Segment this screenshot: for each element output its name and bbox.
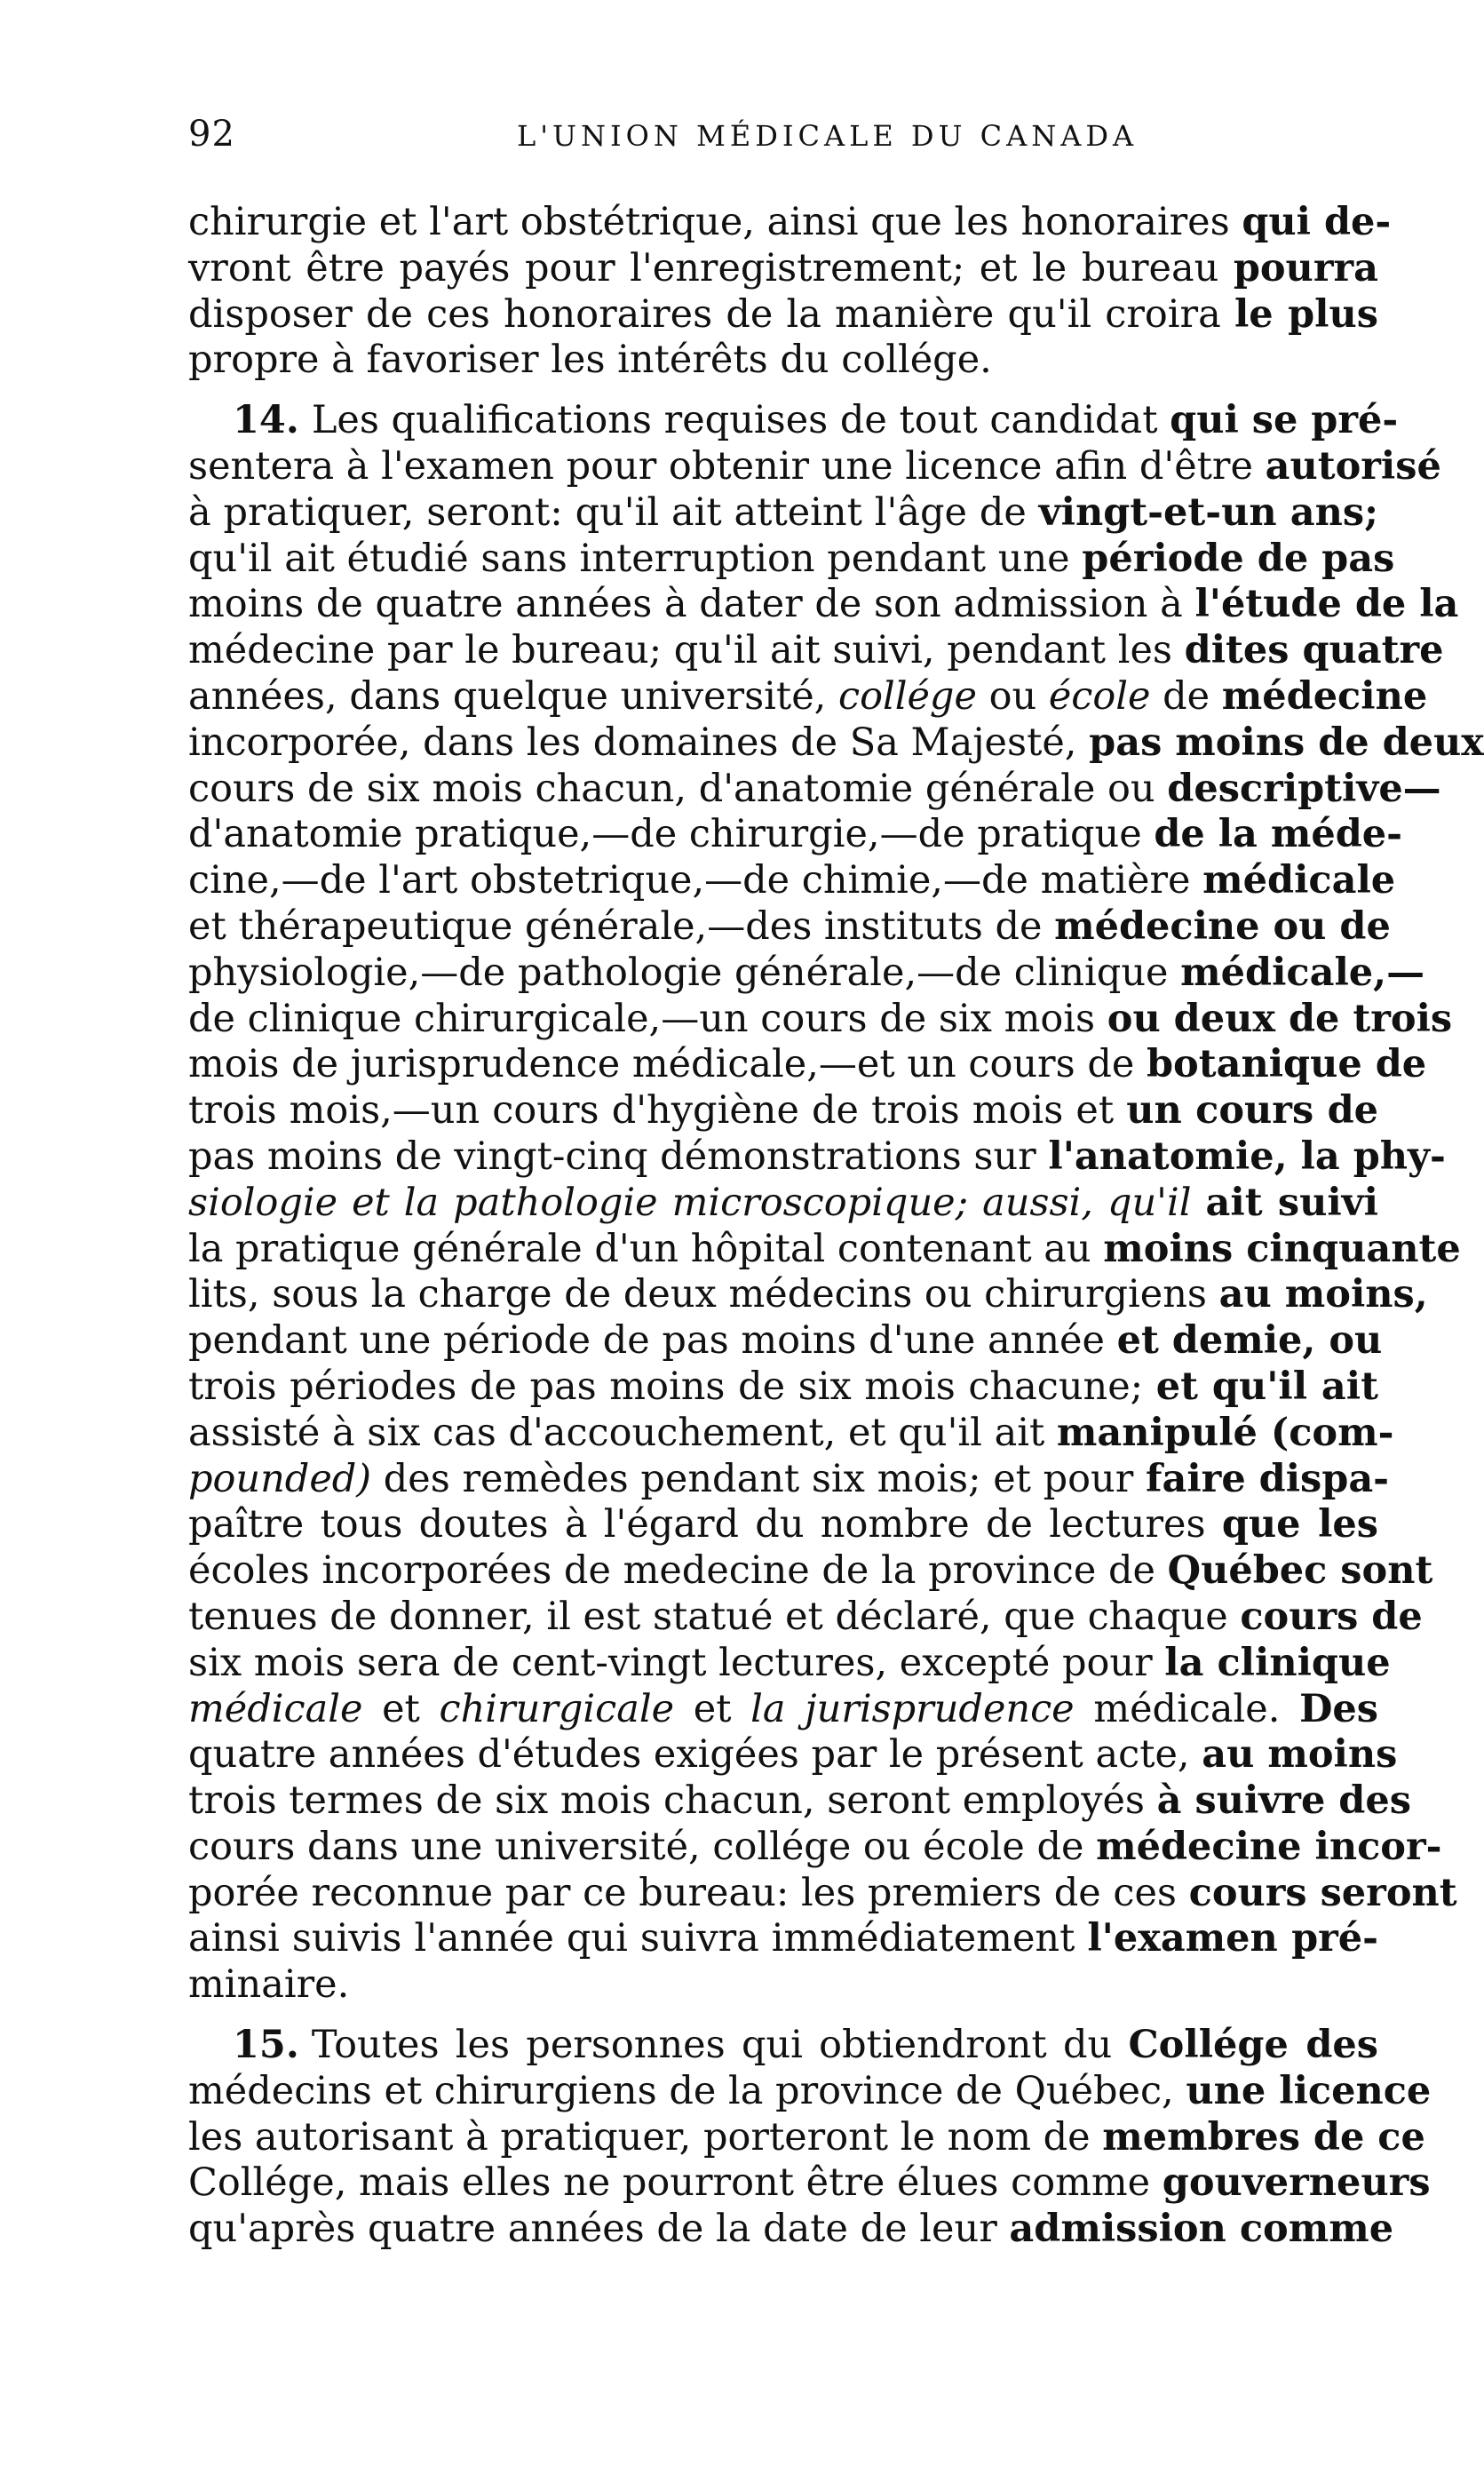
text-line <box>188 2023 1378 2069</box>
text-segment: vront être payés pour l'enregistrement; et le bureau <box>188 245 1234 290</box>
text-segment: ainsi suivis l'année qui suivra immédiatement <box>188 1916 1088 1961</box>
text-line <box>188 246 1378 292</box>
text-segment: écoles incorporées de medecine de la province de <box>188 1548 1168 1594</box>
text-segment: école <box>1048 673 1151 719</box>
text-segment: faire dispa- <box>1145 1456 1390 1501</box>
text-segment: vingt-et-un ans; <box>1038 489 1378 535</box>
text-segment: médecins et chirurgiens de la province de Québec, <box>188 2068 1186 2113</box>
text-line <box>188 398 1399 444</box>
text-segment: années, dans quelque université, <box>188 673 838 719</box>
text-segment: Québec sont <box>1167 1548 1433 1594</box>
text-segment: admission comme <box>1009 2207 1394 2252</box>
text-segment: et <box>362 1686 440 1731</box>
text-segment: ait suivi <box>1205 1180 1378 1225</box>
text-segment: une licence <box>1186 2068 1432 2113</box>
text-segment: porée reconnue par ce bureau: les premiers de ces <box>188 1870 1189 1915</box>
text-segment: médecine incor- <box>1096 1824 1442 1869</box>
text-segment: le plus <box>1234 291 1378 337</box>
text-segment: propre à favoriser les intérêts du collége. <box>188 338 992 383</box>
text-segment: l'étude de la <box>1194 582 1459 627</box>
text-segment: six mois sera de cent-vingt lectures, excepté pour <box>188 1640 1165 1685</box>
text-segment: de clinique chirurgicale,—un cours de six mois <box>188 996 1107 1041</box>
text-segment: qui de- <box>1242 200 1392 244</box>
text-segment: Collége, mais elles ne pourront être élues comme <box>188 2160 1163 2206</box>
text-segment: cours de six mois chacun, d'anatomie générale ou <box>188 766 1168 811</box>
section-number: 14. <box>233 398 299 443</box>
text-line <box>188 673 1428 720</box>
text-segment: médicale,— <box>1180 950 1425 995</box>
running-head <box>188 114 1378 167</box>
text-segment: tenues de donner, il est statué et déclaré, que chaque <box>188 1594 1241 1639</box>
text-segment: lits, sous la charge de deux médecins ou chirurgiens <box>188 1272 1219 1317</box>
text-line <box>188 950 1425 997</box>
text-line <box>188 720 1484 767</box>
text-segment: la clinique <box>1164 1640 1391 1685</box>
text-line <box>188 200 1392 246</box>
text-segment: de <box>1150 673 1222 719</box>
text-line <box>188 766 1441 813</box>
text-line <box>188 1687 1378 1733</box>
text-segment: médicale <box>1202 858 1396 903</box>
text-segment: minaire. <box>188 1962 350 2008</box>
text-segment: pas moins de vingt-cinq démonstrations sur <box>188 1134 1049 1179</box>
text-segment: et <box>674 1686 751 1731</box>
text-line <box>188 2068 1432 2115</box>
text-segment: et demie, ou <box>1116 1318 1383 1364</box>
text-line <box>188 1502 1378 1548</box>
text-segment: dites quatre <box>1184 628 1444 673</box>
text-segment: pounded) <box>188 1456 372 1501</box>
text-segment: Collége des <box>1128 2023 1378 2068</box>
text-line <box>188 1916 1378 1962</box>
text-segment: pourra <box>1233 245 1378 290</box>
text-segment: cours dans une université, collége ou école de <box>188 1824 1097 1869</box>
text-line <box>188 2114 1425 2161</box>
text-segment: l'anatomie, la phy- <box>1048 1134 1446 1179</box>
text-segment: ou deux de trois <box>1107 996 1453 1041</box>
text-segment: les autorisant à pratiquer, porteront le nom de <box>188 2114 1103 2160</box>
text-line <box>188 443 1441 490</box>
text-segment: la jurisprudence <box>750 1686 1075 1731</box>
text-segment: Les qualifications requises de tout candidat <box>311 398 1171 443</box>
text-segment: médecine ou de <box>1054 903 1391 949</box>
text-segment: descriptive— <box>1167 766 1441 811</box>
text-segment: médecine par le bureau; qu'il ait suivi, pendant les <box>188 628 1185 673</box>
text-segment: pas moins de deux <box>1089 720 1484 765</box>
text-line <box>188 1272 1428 1318</box>
text-line <box>188 1410 1394 1457</box>
text-segment: des remèdes pendant six mois; et pour <box>371 1456 1146 1501</box>
text-line <box>188 996 1453 1043</box>
section-number: 15. <box>233 2023 299 2068</box>
text-segment: au moins, <box>1218 1272 1428 1317</box>
text-segment: chirurgie et l'art obstétrique, ainsi que les honoraires <box>188 200 1242 244</box>
text-segment: de la méde- <box>1154 812 1403 857</box>
text-line <box>188 1226 1461 1273</box>
text-segment: trois termes de six mois chacun, seront employés <box>188 1778 1157 1824</box>
text-line <box>188 292 1378 338</box>
text-line <box>188 1318 1383 1364</box>
text-segment: chirurgicale <box>439 1686 675 1731</box>
text-segment: l'examen pré- <box>1087 1916 1378 1961</box>
text-segment: d'anatomie pratique,—de chirurgie,—de pratique <box>188 812 1155 857</box>
text-line <box>188 1594 1423 1641</box>
text-line <box>188 1778 1411 1825</box>
text-segment: au moins <box>1202 1732 1398 1778</box>
text-line <box>188 1732 1398 1778</box>
page-number: 92 <box>188 114 235 155</box>
text-segment: physiologie,—de pathologie générale,—de clinique <box>188 950 1181 995</box>
text-segment: disposer de ces honoraires de la manière qu'il croira <box>188 291 1234 337</box>
text-line <box>188 1364 1378 1411</box>
text-segment: manipulé (com- <box>1056 1410 1394 1455</box>
text-segment: gouverneurs <box>1162 2160 1431 2206</box>
text-line <box>188 1870 1457 1917</box>
text-line <box>188 1548 1433 1595</box>
text-segment: moins de quatre années à dater de son admission à <box>188 582 1195 627</box>
journal-title: L'UNION MÉDICALE DU CANADA <box>517 119 1139 153</box>
text-segment: que les <box>1221 1502 1378 1547</box>
text-segment: à suivre des <box>1156 1778 1411 1824</box>
text-line <box>188 1962 1378 2009</box>
text-line <box>188 858 1396 904</box>
text-segment: cours seront <box>1188 1870 1457 1915</box>
text-segment: sentera à l'examen pour obtenir une licence afin d'être <box>188 443 1266 489</box>
text-segment: mois de jurisprudence médicale,—et un cours de <box>188 1042 1147 1087</box>
text-segment: quatre années d'études exigées par le présent acte, <box>188 1732 1202 1778</box>
text-line <box>188 338 1378 384</box>
text-segment: trois périodes de pas moins de six mois chacune; <box>188 1364 1156 1409</box>
text-segment: période de pas <box>1082 536 1395 581</box>
text-segment: autorisé <box>1265 443 1441 489</box>
text-segment: médecine <box>1221 673 1428 719</box>
text-line <box>188 1088 1378 1134</box>
text-line <box>188 1181 1378 1227</box>
text-segment: Des <box>1299 1686 1378 1731</box>
text-segment: Toutes les personnes qui obtiendront du <box>311 2023 1129 2068</box>
body-text <box>188 200 1484 2253</box>
text-line <box>188 1824 1442 1871</box>
text-segment: siologie et la pathologie microscopique; aussi, qu'il <box>188 1180 1206 1225</box>
text-segment: médicale <box>188 1686 363 1731</box>
text-segment: assisté à six cas d'accouchement, et qu'il ait <box>188 1410 1057 1455</box>
text-line <box>188 2207 1394 2253</box>
text-segment: qu'après quatre années de la date de leur <box>188 2207 1010 2252</box>
text-line <box>188 1456 1390 1503</box>
text-segment: qu'il ait étudié sans interruption pendant une <box>188 536 1083 581</box>
text-line <box>188 903 1391 951</box>
text-segment: à pratiquer, seront: qu'il ait atteint l'âge de <box>188 489 1039 535</box>
text-line <box>188 1134 1446 1181</box>
text-segment: moins cinquante <box>1103 1226 1461 1271</box>
text-line <box>188 582 1459 628</box>
text-segment: un cours de <box>1126 1088 1378 1134</box>
text-segment: la pratique générale d'un hôpital contenant au <box>188 1226 1104 1271</box>
text-segment: qui se pré- <box>1170 398 1399 443</box>
text-segment: cine,—de l'art obstetrique,—de chimie,—de matière <box>188 858 1203 903</box>
text-line <box>188 2160 1431 2207</box>
text-line <box>188 490 1378 537</box>
text-segment: collége <box>838 673 977 719</box>
text-segment: cours de <box>1240 1594 1423 1639</box>
text-segment: incorporée, dans les domaines de Sa Majesté, <box>188 720 1090 765</box>
text-segment: et thérapeutique générale,—des instituts de <box>188 903 1055 949</box>
text-line <box>188 1042 1427 1088</box>
text-line <box>188 812 1403 858</box>
text-segment: paître tous doutes à l'égard du nombre de lectures <box>188 1502 1222 1547</box>
text-segment: médicale. <box>1074 1686 1300 1731</box>
text-segment: pendant une période de pas moins d'une année <box>188 1318 1117 1364</box>
text-line <box>188 628 1444 674</box>
text-segment: botanique de <box>1146 1042 1427 1087</box>
text-line <box>188 536 1395 583</box>
text-segment: et qu'il ait <box>1155 1364 1378 1409</box>
text-line <box>188 1640 1391 1687</box>
text-segment: ou <box>976 673 1049 719</box>
text-segment: trois mois,—un cours d'hygiène de trois mois et <box>188 1088 1127 1134</box>
text-segment: membres de ce <box>1102 2114 1425 2160</box>
